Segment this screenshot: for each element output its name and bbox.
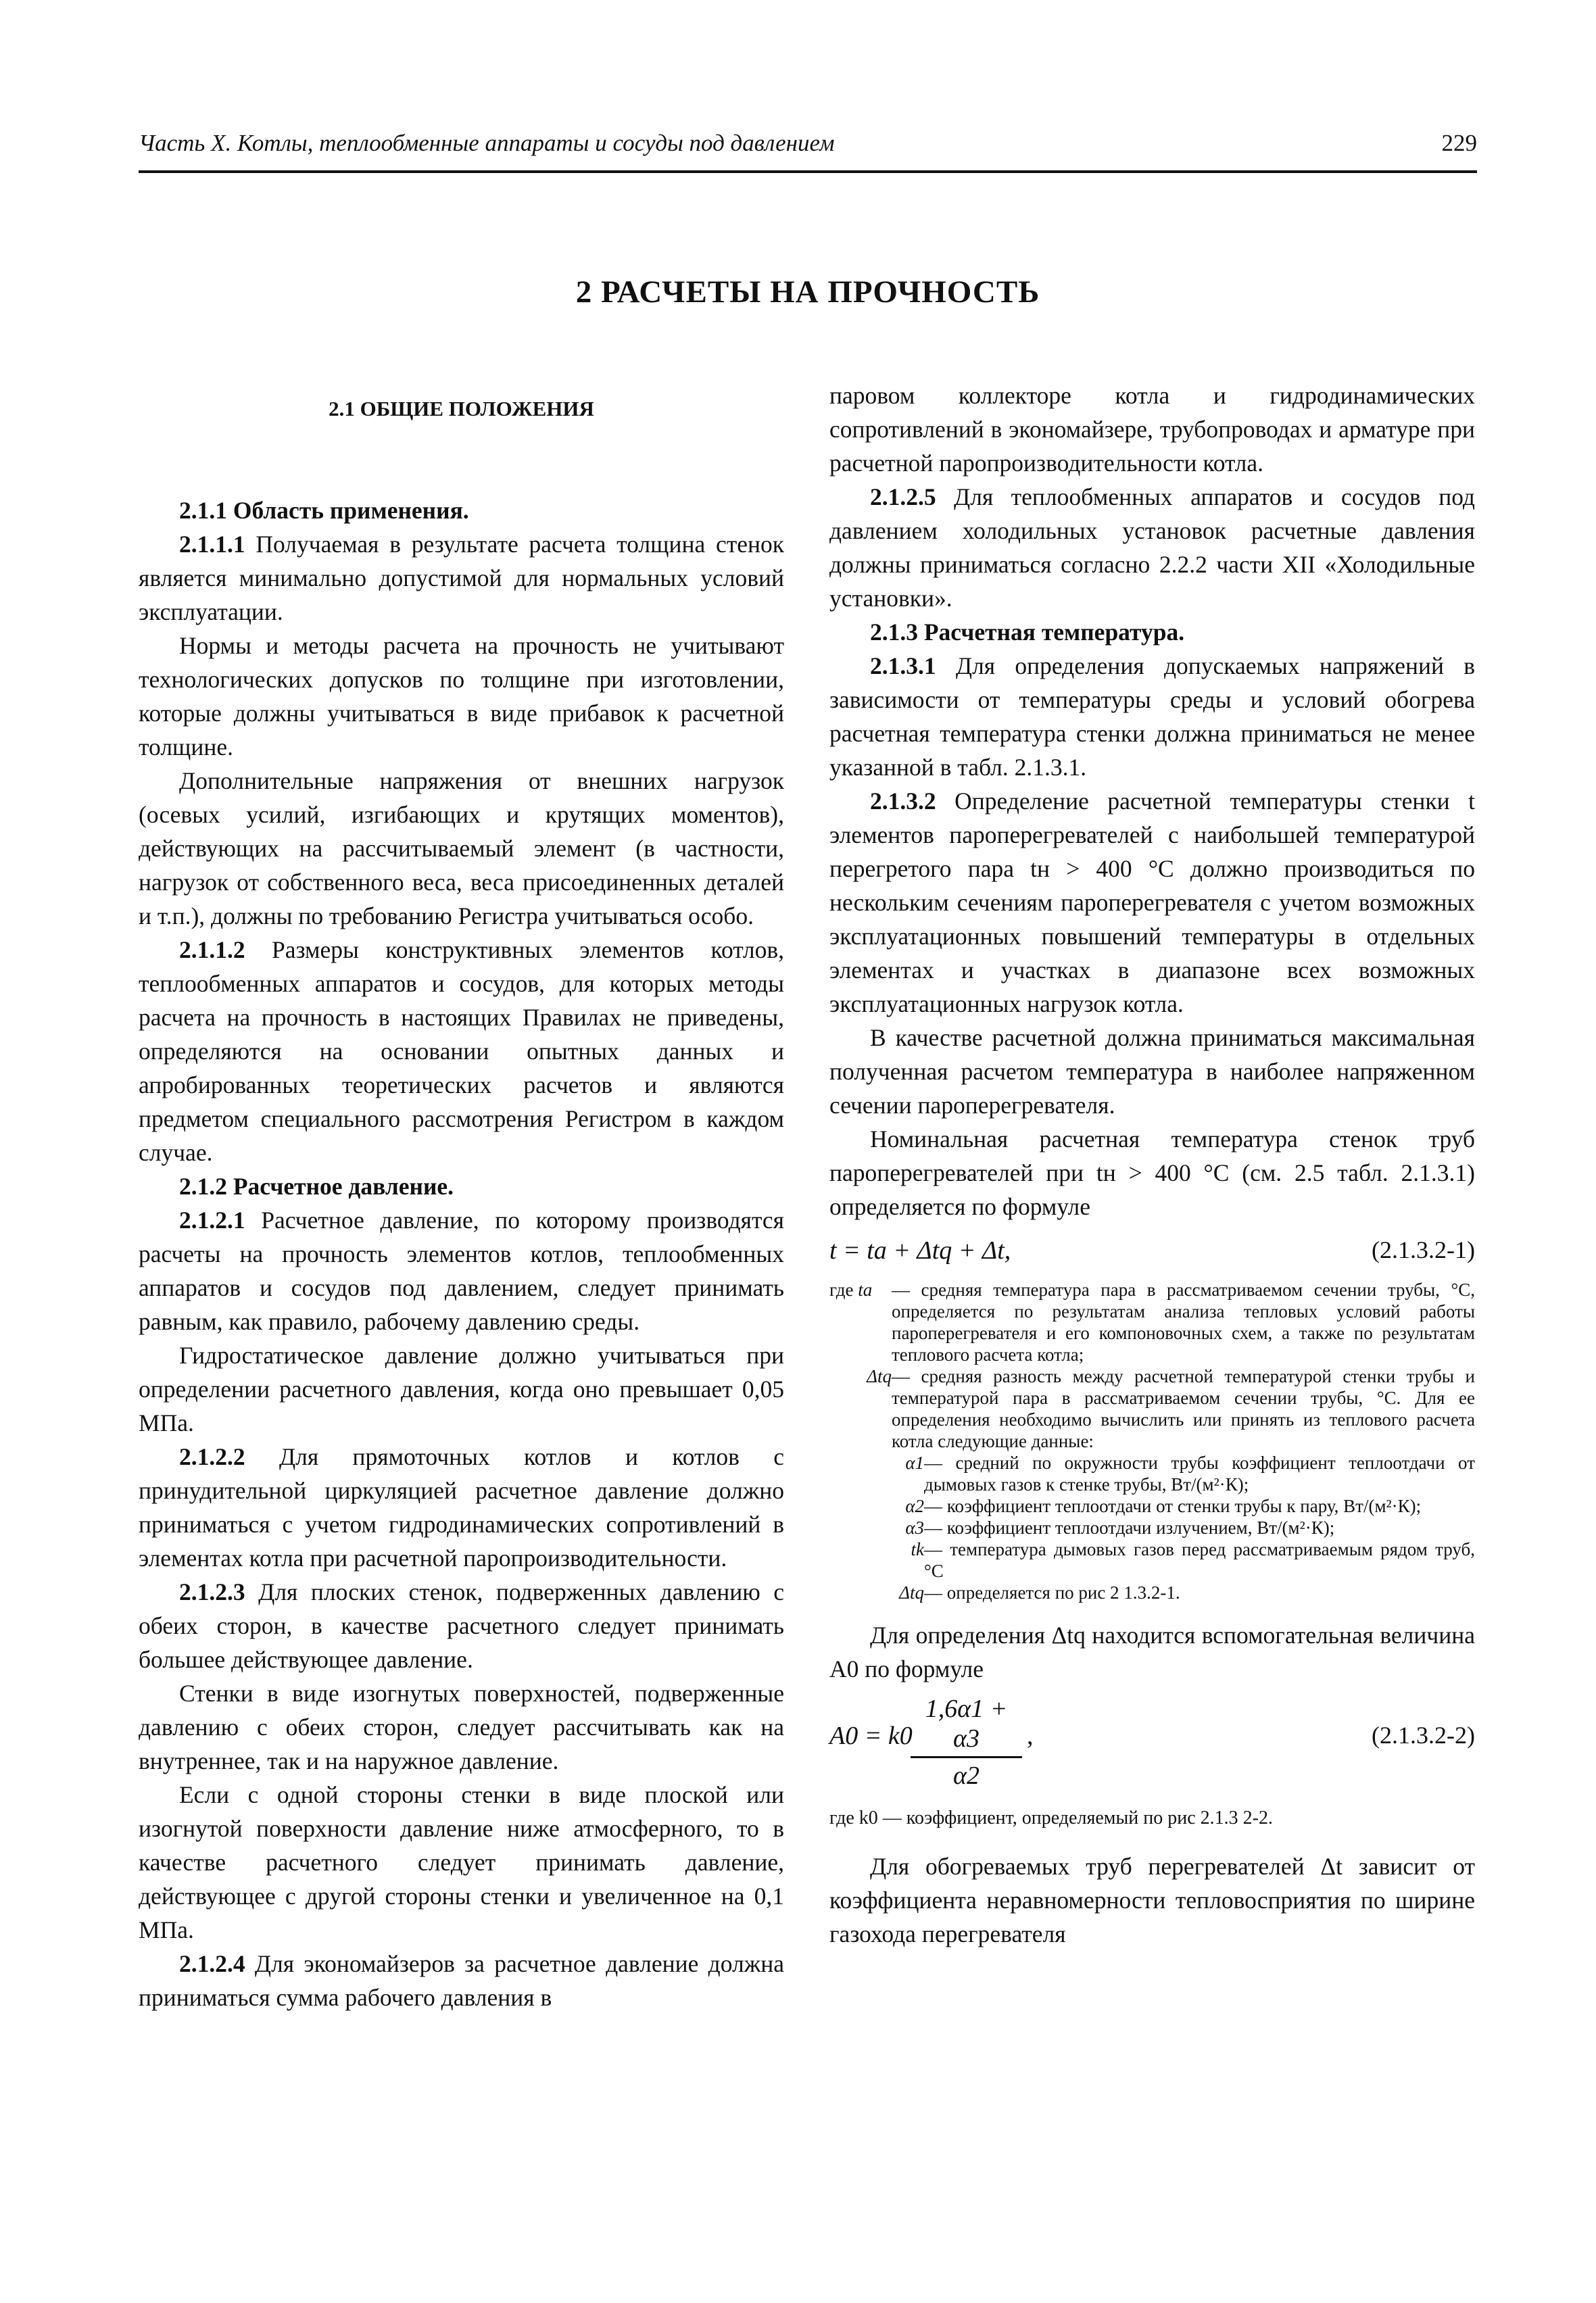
running-header-title: Часть X. Котлы, теплообменные аппараты и сосуды под давлением [139,130,835,156]
paragraph: Дополнительные напряжения от внешних нагрузок (осевых усилий, изгибающих и крутящих моментов), действующих на рассчитываемый элемент (в частности, нагрузок от собственного веса, веса присоединенных деталей и т.п.), должны по требованию Регистра учитываться особо. [139,767,784,929]
paragraph [829,649,1475,784]
paragraph [139,1575,784,1676]
definition [829,1582,1475,1603]
paragraph: Номинальная расчетная температура стенок труб пароперегревателей при tн > 400 °C (см. 2.5 табл. 2.1.3.1) определяется по формуле [829,1125,1475,1220]
paragraph [829,784,1475,1021]
clause-number: 2.1.1.2 [179,936,245,963]
definition [829,1452,1475,1495]
paragraph [139,527,784,629]
running-header [139,130,1477,173]
paragraph [139,1947,784,2014]
definition [829,1517,1475,1538]
paragraph: паровом коллекторе котла и гидродинамических сопротивлений в экономайзере, трубопроводах и арматуре при расчетной паропроизводительности котла. [829,382,1475,477]
definition-text: — средний по окружности трубы коэффициент теплоотдачи от дымовых газов к стенке трубы, Вт/(м²·К); [924,1453,1475,1495]
paragraph [829,480,1475,615]
definition-text: — средняя разность между расчетной температурой стенки трубы и температурой пара в рассматриваемом сечении трубы, °C. Для ее определения необходимо вычислить или принять из теплового расчета котла следующие данные: [892,1366,1475,1451]
clause-number: 2.1.2.2 [179,1443,245,1470]
right-column [829,379,1475,1951]
paragraph-text: Расчетное давление, по которому производятся расчеты на прочность элементов котлов, теплообменных аппаратов и сосудов под давлением, следует принимать равным, как правило, рабочему давлению среды. [139,1207,784,1335]
definition-text: — коэффициент теплоотдачи излучением, Вт/(м²·К); [924,1518,1335,1538]
fraction-denominator: α2 [953,1762,980,1790]
paragraph [139,1440,784,1575]
page-number: 229 [1441,130,1477,156]
formula-fraction [911,1694,1022,1791]
formula-number: (2.1.3.2-2) [1372,1722,1475,1749]
paragraph: Нормы и методы расчета на прочность не учитывают технологических допусков по толщине при изготовлении, которые должны учитываться в виде прибавок к расчетной толщине. [139,632,784,760]
formula-note: где k0 — коэффициент, определяемый по рис 2.1.3 2-2. [829,1808,1273,1828]
definition-symbol: Δtq [867,1366,892,1386]
clause-number: 2.1.2.3 [179,1578,245,1605]
chapter-title: 2 РАСЧЕТЫ НА ПРОЧНОСТЬ [575,274,1040,310]
clause-number: 2.1.3.2 [870,787,936,815]
paragraph [139,1203,784,1338]
paragraph: Для обогреваемых труб перегревателей Δt зависит от коэффициента неравномерности тепловосприятия по ширине газохода перегревателя [829,1853,1475,1947]
paragraph: В качестве расчетной должна приниматься максимальная полученная расчетом температура в наиболее напряженном сечении пароперегревателя. [829,1024,1475,1119]
fraction-numerator: 1,6α1 + α3 [911,1694,1022,1758]
paragraph: Если с одной стороны стенки в виде плоской или изогнутой поверхности давление ниже атмосферного, то в качестве расчетного следует принимать давление, действующее с другой стороны стенки и увеличенное на 0,1 МПа. [139,1781,784,1943]
definition-text: — температура дымовых газов перед рассматриваемым рядом труб, °C [924,1539,1475,1581]
paragraph: Для определения Δtq находится вспомогательная величина A0 по формуле [829,1622,1475,1682]
clause-number: 2.1.2.5 [870,483,936,510]
paragraph-text: Размеры конструктивных элементов котлов, теплообменных аппаратов и сосудов, для которых методы расчета на прочность в настоящих Правилах не приведены, определяются на основании опытных данных и апробированных теоретических расчетов и являются предметом специального рассмотрения Регистром в каждом случае. [139,936,784,1166]
formula-tail: , [1027,1722,1034,1750]
formula-expression: t = ta + Δtq + Δt, [829,1236,1011,1265]
formula-2 [829,1694,1475,1789]
clause-number: 2.1.2.4 [179,1950,245,1977]
definitions-list [829,1279,1475,1603]
definition-symbol: tk [911,1539,924,1559]
paragraph-text: Для прямоточных котлов и котлов с принудительной циркуляцией расчетное давление должно приниматься с учетом гидродинамических сопротивлений в элементах котла при расчетной паропроизводительности. [139,1443,784,1572]
paragraph: Стенки в виде изогнутых поверхностей, подверженные давлению с обеих сторон, следует рассчитывать как на внутреннее, так и на наружное давление. [139,1680,784,1774]
paragraph-text: Получаемая в результате расчета толщина стенок является минимально допустимой для нормальных условий эксплуатации. [139,531,784,625]
definition-symbol: α2 [905,1496,924,1516]
section-heading: 2.1 ОБЩИЕ ПОЛОЖЕНИЯ [329,397,594,420]
paragraph-text: Для экономайзеров за расчетное давление должна приниматься сумма рабочего давления в [139,1950,784,2011]
left-column [139,379,784,2014]
definition [829,1495,1475,1517]
definition [829,1279,1475,1365]
spacer [829,1603,1475,1618]
paragraph-text: Определение расчетной температуры стенки t элементов пароперегревателей с наибольшей температурой перегретого пара tн > 400 °C должно производиться по нескольким сечениям пароперегревателя с учетом возможных эксплуатационных повышений температуры в отдельных элементах и участках в диапазоне всех возможных эксплуатационных нагрузок котла. [829,787,1475,1017]
paragraph-text: Для теплообменных аппаратов и сосудов под давлением холодильных установок расчетные давления должны приниматься согласно 2.2.2 части XII «Холодильные установки». [829,483,1475,612]
formula-number: (2.1.3.2-1) [1372,1236,1475,1263]
definition [829,1538,1475,1582]
paragraph-text: Для плоских стенок, подверженных давлению с обеих сторон, в качестве расчетного следует принимать большее действующее давление. [139,1578,784,1673]
subsection-heading: 2.1.2 Расчетное давление. [179,1173,454,1200]
definition-text: — средняя температура пара в рассматриваемом сечении трубы, °C, определяется по результатам анализа тепловых условий работы пароперегревателя и его компоновочных схем, а также по результатам теплового расчета котла; [892,1280,1475,1365]
definition-text: — коэффициент теплоотдачи от стенки трубы к пару, Вт/(м²·К); [924,1496,1422,1516]
definition-symbol-text: ta [858,1280,873,1300]
paragraph: Гидростатическое давление должно учитываться при определении расчетного давления, когда оно превышает 0,05 МПа. [139,1342,784,1436]
definition-symbol: α3 [905,1518,924,1538]
definition-text: — определяется по рис 2 1.3.2-1. [924,1582,1180,1603]
formula-1 [829,1233,1475,1278]
subsection-heading: 2.1.1 Область применения. [179,497,469,524]
formula-lhs: A0 = k0 [829,1722,913,1750]
definition-symbol: Δtq [899,1582,924,1603]
paragraph [139,933,784,1169]
clause-number: 2.1.2.1 [179,1207,245,1234]
paragraph-text: Для определения допускаемых напряжений в зависимости от температуры среды и условий обогрева расчетная температура стенки должна приниматься не менее указанной в табл. 2.1.3.1. [829,652,1475,781]
definition [829,1365,1475,1452]
clause-number: 2.1.3.1 [870,652,936,679]
clause-number: 2.1.1.1 [179,531,245,558]
definition-symbol [829,1279,892,1301]
definition-symbol: α1 [905,1453,924,1473]
subsection-heading: 2.1.3 Расчетная температура. [870,619,1185,646]
definition-prefix: где [829,1280,854,1300]
